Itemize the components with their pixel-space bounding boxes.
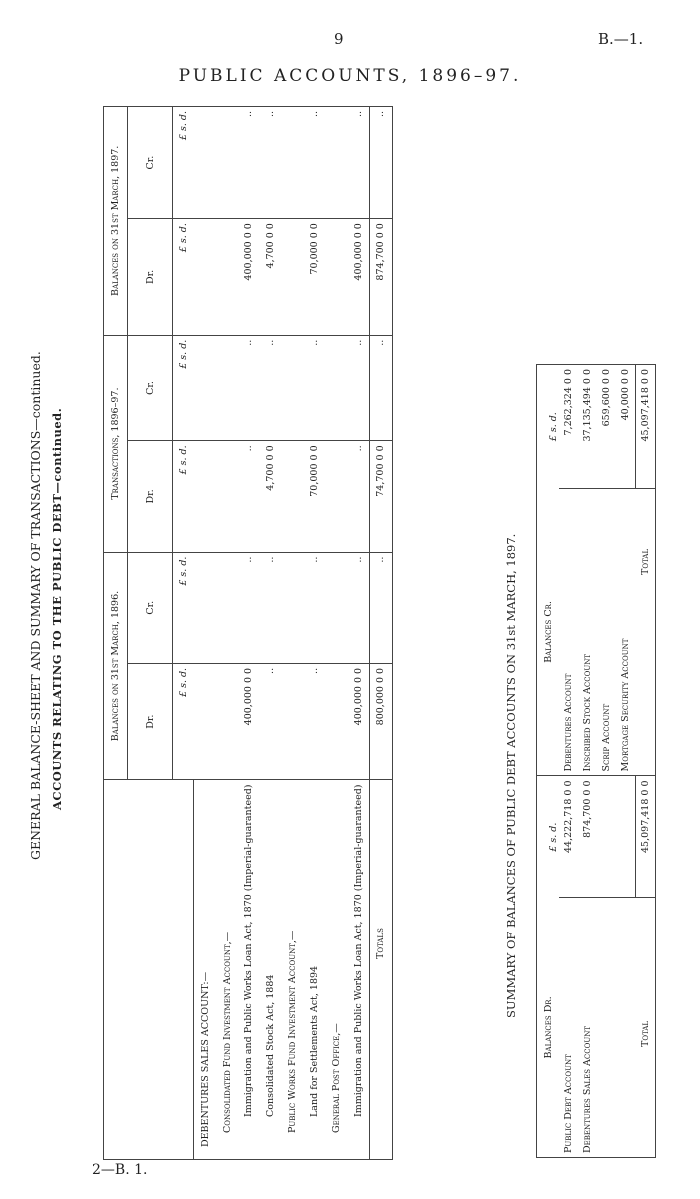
unit-label: £ s. d. — [172, 335, 193, 441]
row-label: Consolidated Fund Investment Account,— — [221, 931, 233, 1133]
balance-table — [103, 106, 393, 1160]
unit-label: £ s. d. — [548, 822, 559, 852]
cr-header: Cr. — [128, 107, 173, 219]
group-header-1897: Balances on 31st March, 1897. — [104, 107, 128, 336]
cell-value: .. — [303, 335, 325, 441]
cr-row-label: Mortgage Security Account — [616, 488, 636, 776]
total-value: .. — [369, 552, 392, 663]
cell-value: .. — [303, 107, 325, 219]
cell-value: .. — [347, 107, 369, 219]
dr-header: Dr. — [128, 663, 173, 780]
page-number: 9 — [334, 30, 344, 48]
cell-value: .. — [260, 663, 282, 780]
cell-value: .. — [347, 335, 369, 441]
cell-value: 4,700 0 0 — [260, 441, 282, 552]
cell-value: .. — [303, 552, 325, 663]
dr-header: Dr. — [128, 441, 173, 552]
balances-cr-header: Balances Cr. — [537, 488, 560, 776]
cell-value: .. — [260, 335, 282, 441]
cell-value: 400,000 0 0 — [238, 219, 260, 336]
row-label: General Post Office,— — [330, 1023, 342, 1133]
cell-value: .. — [238, 107, 260, 219]
row-label: Land for Settlements Act, 1894 — [308, 965, 320, 1117]
total-value: 45,097,418 0 0 — [636, 776, 656, 898]
unit-label: £ s. d. — [172, 552, 193, 663]
dr-row-label: Public Debt Account — [563, 1054, 574, 1153]
cr-header: Cr. — [128, 335, 173, 441]
cr-row-value: 40,000 0 0 — [616, 365, 636, 489]
page-header: PUBLIC ACCOUNTS, 1896–97. — [178, 66, 522, 86]
summary-table — [536, 364, 656, 1158]
cr-header: Cr. — [128, 552, 173, 663]
total-label: Total — [639, 1020, 651, 1047]
cell-value: .. — [238, 552, 260, 663]
unit-label: £ s. d. — [172, 441, 193, 552]
cr-row-label: Debentures Account — [559, 488, 578, 776]
unit-label: £ s. d. — [172, 663, 193, 780]
section-title: GENERAL BALANCE-SHEET AND SUMMARY OF TRANSACTIONS—continued. — [28, 351, 43, 860]
cell-value: .. — [260, 552, 282, 663]
unit-label: £ s. d. — [172, 219, 193, 336]
balances-dr-header: Balances Dr. — [542, 996, 554, 1059]
cell-value: .. — [303, 663, 325, 780]
balance-sheet-section — [20, 100, 400, 1160]
cell-value: 70,000 0 0 — [303, 441, 325, 552]
summary-section — [498, 358, 683, 1158]
row-label: Immigration and Public Works Loan Act, 1870 (Imperial-guaranteed) — [243, 784, 255, 1117]
dr-row-value: 874,700 0 0 — [578, 776, 597, 898]
unit-label: £ s. d. — [548, 412, 559, 442]
cell-value: 400,000 0 0 — [238, 663, 260, 780]
cell-value: 70,000 0 0 — [303, 219, 325, 336]
cr-row-value: 7,262,324 0 0 — [559, 365, 578, 489]
row-label: Consolidated Stock Act, 1884 — [265, 974, 277, 1117]
cell-value: 4,700 0 0 — [260, 219, 282, 336]
cr-row-label: Scrip Account — [597, 488, 616, 776]
row-label: DEBENTURES SALES ACCOUNT:— — [199, 971, 211, 1147]
dr-row-label: Debentures Sales Account — [582, 1025, 593, 1153]
page-footer: 2—B. 1. — [92, 1162, 148, 1178]
cell-value: .. — [347, 441, 369, 552]
cell-value: .. — [260, 107, 282, 219]
total-value: .. — [369, 335, 392, 441]
total-value: 74,700 0 0 — [369, 441, 392, 552]
page-reference: B.—1. — [598, 30, 644, 48]
summary-title: SUMMARY OF BALANCES OF PUBLIC DEBT ACCOUNTS ON 31st MARCH, 1897. — [504, 533, 518, 1018]
row-label: Immigration and Public Works Loan Act, 1870 (Imperial-guaranteed) — [352, 784, 364, 1117]
group-header-transactions: Transactions, 1896–97. — [104, 335, 128, 552]
dr-row-value: 44,222,718 0 0 — [559, 776, 578, 898]
total-label: Total — [636, 488, 656, 776]
total-value: 45,097,418 0 0 — [636, 365, 656, 489]
cr-row-label: Inscribed Stock Account — [578, 488, 597, 776]
cr-row-value: 659,600 0 0 — [597, 365, 616, 489]
total-value: 874,700 0 0 — [369, 219, 392, 336]
cell-value: 400,000 0 0 — [347, 663, 369, 780]
cell-value: 400,000 0 0 — [347, 219, 369, 336]
cr-row-value: 37,135,494 0 0 — [578, 365, 597, 489]
cell-value: .. — [238, 441, 260, 552]
dr-header: Dr. — [128, 219, 173, 336]
section-subtitle: ACCOUNTS RELATING TO THE PUBLIC DEBT—continued. — [50, 407, 64, 810]
group-header-1896: Balances on 31st March, 1896. — [104, 552, 128, 780]
total-value: 800,000 0 0 — [369, 663, 392, 780]
totals-label: Totals — [369, 780, 392, 1160]
row-label: Public Works Fund Investment Account,— — [286, 930, 298, 1133]
unit-label: £ s. d. — [172, 107, 193, 219]
total-value: .. — [369, 107, 392, 219]
cell-value: .. — [347, 552, 369, 663]
cell-value: .. — [238, 335, 260, 441]
